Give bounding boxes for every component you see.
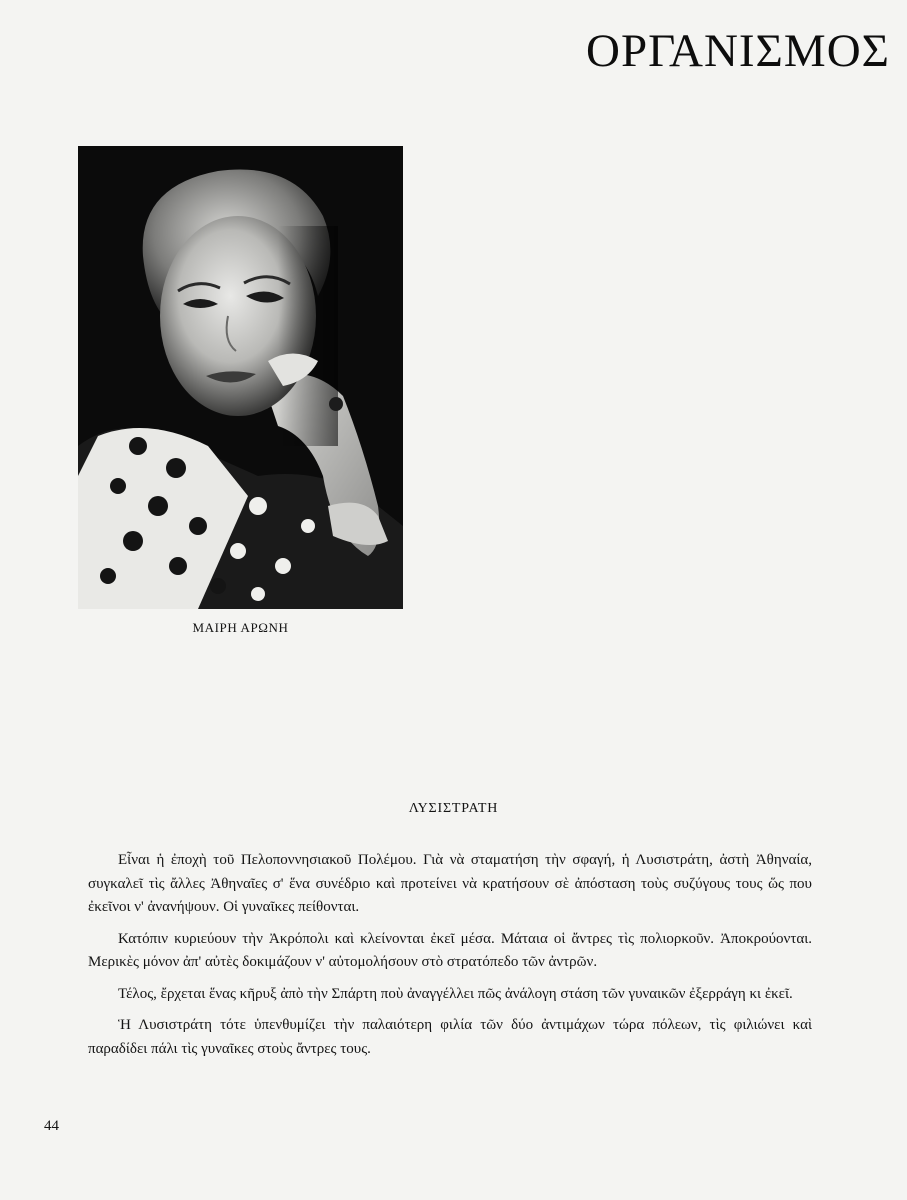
paragraph: Κατόπιν κυριεύουν τὴν Ἀκρόπολι καὶ κλείνονται ἐκεῖ μέσα. Μάταια οἱ ἄντρες τὶς πολιορκοῦν. Ἀποκρούονται. Μερικὲς μόνον ἀπ' αὐτὲς δοκιμάζουν ν' αὐτομολήσουν στὸ στρατόπεδο τῶν ἀντρῶν. <box>88 930 812 970</box>
photo-caption: ΜΑΙΡΗ ΑΡΩΝΗ <box>192 620 289 635</box>
section-heading: ΛΥΣΙΣΤΡΑΤΗ <box>408 801 499 816</box>
portrait-illustration <box>78 146 403 609</box>
paragraph: Τέλος, ἔρχεται ἕνας κῆρυξ ἀπὸ τὴν Σπάρτη ποὺ ἀναγγέλλει πῶς ἀνάλογη στάση τῶν γυναικῶν ἐξερράγη κι ἐκεῖ. <box>118 985 793 1002</box>
portrait-photo <box>78 146 403 609</box>
paragraph: Ἡ Λυσιστράτη τότε ὑπενθυμίζει τὴν παλαιότερη φιλία τῶν δύο ἀντιμάχων τώρα πόλεων, τὶς φιλιώνει καὶ παραδίδει πάλι τὶς γυναῖκες στοὺς ἄντρες τους. <box>88 1017 812 1057</box>
article-body <box>88 849 812 1069</box>
page-number: 44 <box>44 1118 59 1134</box>
paragraph: Εἶναι ἡ ἐποχὴ τοῦ Πελοποννησιακοῦ Πολέμου. Γιὰ νὰ σταματήση τὴν σφαγή, ἡ Λυσιστράτη, ἀστὴ Ἀθηναία, συγκαλεῖ τὶς ἄλλες Ἀθηναῖες σ' ἕνα συνέδριο καὶ προτείνει νὰ κρατήσουν σὲ ἀπόσταση τοὺς συζύγους τους ὥς που ἐκεῖνοι ν' ἀνανήψουν. Οἱ γυναῖκες πείθονται. <box>88 852 812 915</box>
page-header-title: ΟΡΓΑΝΙΣΜΟΣ <box>586 25 890 77</box>
